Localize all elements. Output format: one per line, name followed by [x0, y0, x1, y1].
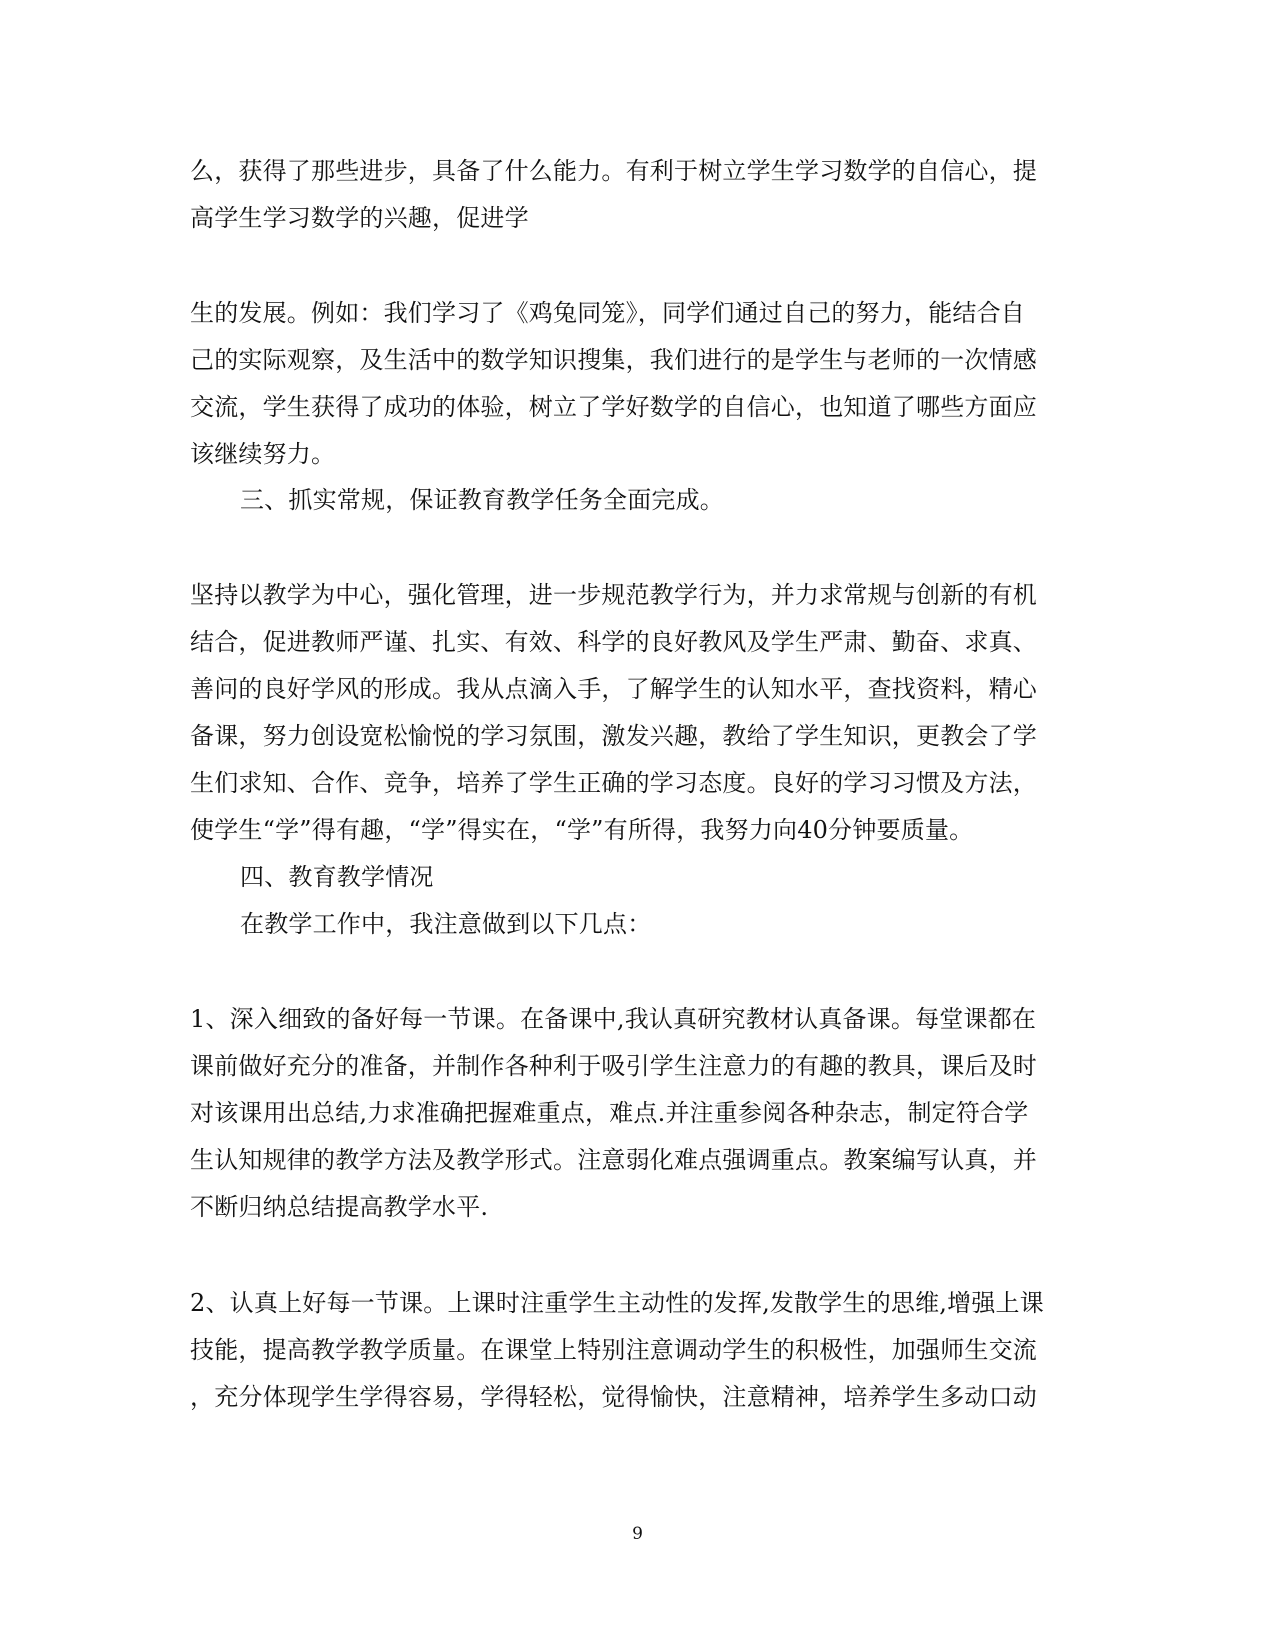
text-line: 善问的良好学风的形成。我从点滴入手，了解学生的认知水平，查找资料，精心 [190, 675, 1037, 703]
text-line: 2、认真上好每一节课。上课时注重学生主动性的发挥,发散学生的思维,增强上课 [190, 1289, 1044, 1317]
text-line: 1、深入细致的备好每一节课。在备课中,我认真研究教材认真备课。每堂课都在 [190, 1005, 1037, 1033]
text-line: 结合，促进教师严谨、扎实、有效、科学的良好教风及学生严肃、勤奋、求真、 [190, 628, 1037, 656]
page-number: 9 [632, 1524, 643, 1544]
text-line: 么，获得了那些进步，具备了什么能力。有利于树立学生学习数学的自信心，提 [190, 157, 1037, 185]
text-line: 该继续努力。 [190, 440, 336, 468]
text-line: ，充分体现学生学得容易，学得轻松，觉得愉快，注意精神，培养学生多动口动 [190, 1383, 1037, 1411]
section-heading: 三、抓实常规，保证教育教学任务全面完成。 [240, 486, 724, 514]
text-line: 生认知规律的教学方法及教学形式。注意弱化难点强调重点。教案编写认真，并 [190, 1146, 1037, 1174]
text-line: 己的实际观察，及生活中的数学知识搜集，我们进行的是学生与老师的一次情感 [190, 346, 1037, 374]
text-line: 生的发展。例如：我们学习了《鸡兔同笼》，同学们通过自己的努力，能结合自 [190, 299, 1025, 327]
text-line: 坚持以教学为中心，强化管理，进一步规范教学行为，并力求常规与创新的有机 [190, 581, 1037, 609]
text-line: 在教学工作中，我注意做到以下几点： [240, 910, 652, 938]
text-line: 使学生“学”得有趣，“学”得实在，“学”有所得，我努力向40分钟要质量。 [190, 816, 974, 844]
text-line: 高学生学习数学的兴趣，促进学 [190, 204, 529, 232]
text-line: 交流，学生获得了成功的体验，树立了学好数学的自信心，也知道了哪些方面应 [190, 393, 1037, 421]
text-line: 备课，努力创设宽松愉悦的学习氛围，激发兴趣，教给了学生知识，更教会了学 [190, 722, 1037, 750]
text-line: 生们求知、合作、竞争，培养了学生正确的学习态度。良好的学习习惯及方法， [190, 769, 1037, 797]
section-heading: 四、教育教学情况 [240, 863, 434, 891]
text-line: 技能，提高教学教学质量。在课堂上特别注意调动学生的积极性，加强师生交流 [190, 1336, 1037, 1364]
text-line: 对该课用出总结,力求准确把握难重点，难点.并注重参阅各种杂志，制定符合学 [190, 1099, 1029, 1127]
text-line: 课前做好充分的准备，并制作各种利于吸引学生注意力的有趣的教具，课后及时 [190, 1052, 1037, 1080]
text-line: 不断归纳总结提高教学水平. [190, 1193, 489, 1221]
